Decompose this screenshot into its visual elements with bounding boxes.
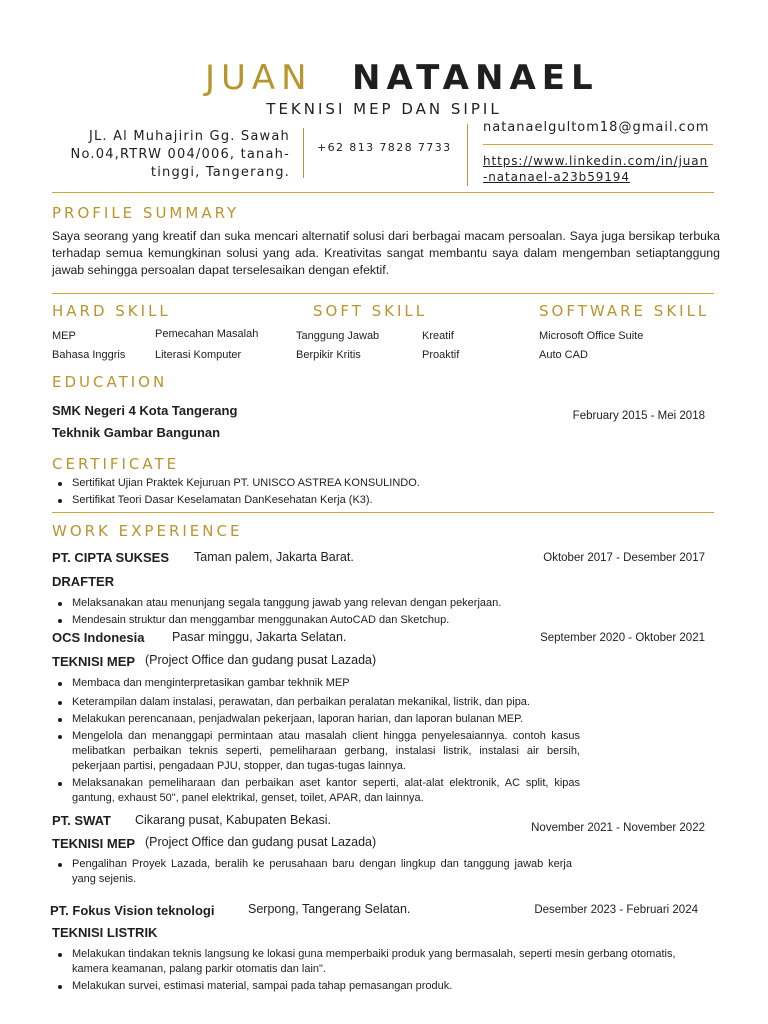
job-duties: [52, 596, 612, 630]
list-item: Membaca dan menginterpretasikan gambar tekhnik MEP: [52, 676, 580, 691]
job-role-note: (Project Office dan gudang pusat Lazada): [145, 653, 377, 667]
last-name: NATANAEL: [352, 58, 599, 98]
job-period: November 2021 - November 2022: [531, 822, 705, 834]
company-name: PT. SWAT: [52, 813, 111, 828]
list-item: Mengelola dan menanggapi permintaan atau masalah client hingga penyelesaiannya. contoh kasus melibatkan perbaikan teknis seperti, pemeliharaan gerbang, instalasi listrik, instalasi air bersih, pekerjaan partisi, pengadaan PJU, stopper, dan tugas-tugas lainnya.: [52, 729, 580, 774]
job-role: DRAFTER: [52, 574, 115, 589]
job-role: TEKNISI MEP: [52, 654, 136, 669]
list-item: Keterampilan dalam instalasi, perawatan, dan perbaikan peralatan mekanikal, listrik, dan pipa.: [52, 695, 580, 710]
profile-summary-text: Saya seorang yang kreatif dan suka mencari alternatif solusi dari berbagai macam persoalan. Saya juga bersikap terbuka terhadap semua kemungkinan solusi yang ada. Kreativitas sangat membantu saya dalam mengemban setiaptanggung jawab sehingga persoalan dapat terselesaikan dengan efektif.: [52, 229, 720, 277]
contact-rule: [483, 144, 713, 145]
skill-item: Auto CAD: [539, 349, 588, 361]
company-location: Cikarang pusat, Kabupaten Bekasi.: [135, 813, 331, 827]
skill-item: Literasi Komputer: [155, 349, 242, 361]
list-item: Sertifikat Ujian Praktek Kejuruan PT. UNISCO ASTREA KONSULINDO.: [52, 476, 572, 491]
linkedin-link[interactable]: https://www.linkedin.com/in/juan-natanael-a23b59194: [483, 154, 709, 184]
certificate-heading: CERTIFICATE: [52, 455, 180, 473]
company-name: OCS Indonesia: [52, 630, 145, 645]
work-experience-heading: WORK EXPERIENCE: [52, 522, 243, 540]
job-duties: [52, 676, 580, 808]
profile-summary-heading: PROFILE SUMMARY: [52, 204, 240, 222]
skill-item: Microsoft Office Suite: [539, 330, 644, 342]
job-role: TEKNISI MEP: [52, 836, 136, 851]
school-name: SMK Negeri 4 Kota Tangerang: [52, 403, 238, 418]
soft-skill-heading: SOFT SKILL: [313, 302, 428, 320]
list-item: Sertifikat Teori Dasar Keselamatan DanKesehatan Kerja (K3).: [52, 493, 572, 508]
certificate-list: [52, 476, 572, 510]
job-period: September 2020 - Oktober 2021: [540, 632, 705, 644]
job-role-note: (Project Office dan gudang pusat Lazada): [145, 835, 377, 849]
job-role: TEKNISI LISTRIK: [52, 925, 158, 940]
phone-number: +62 813 7828 7733: [317, 141, 452, 154]
job-duties: [52, 857, 572, 889]
section-divider: [52, 512, 714, 513]
contact-divider: [467, 124, 468, 186]
list-item: Melakukan survei, estimasi material, sampai pada tahap pemasangan produk.: [52, 979, 692, 994]
job-period: Desember 2023 - Februari 2024: [534, 904, 698, 916]
company-name: PT. Fokus Vision teknologi: [50, 903, 215, 918]
company-location: Pasar minggu, Jakarta Selatan.: [172, 630, 347, 644]
skill-item: Tanggung Jawab: [296, 330, 380, 342]
list-item: Pengalihan Proyek Lazada, beralih ke perusahaan baru dengan lingkup dan tanggung jawab kerja yang sejenis.: [52, 857, 572, 887]
list-item: Melakukan tindakan teknis langsung ke lokasi guna memperbaiki produk yang bermasalah, seperti mesin gerbang otomatis, kamera keamanan, palang parkir otomatis dan lain".: [52, 947, 692, 977]
list-item: Melaksanakan pemeliharaan dan perbaikan aset kantor seperti, alat-alat elektronik, AC split, kipas gantung, exhaust 50", panel elektrikal, genset, toilet, APAR, dan lainnya.: [52, 776, 580, 806]
skill-item: Proaktif: [422, 349, 460, 361]
skill-item: Bahasa Inggris: [52, 349, 126, 361]
contact-divider: [303, 128, 304, 178]
education-period: February 2015 - Mei 2018: [572, 410, 705, 422]
skill-item: Kreatif: [422, 330, 454, 342]
job-period: Oktober 2017 - Desember 2017: [543, 552, 705, 564]
job-title: TEKNISI MEP DAN SIPIL: [266, 100, 502, 118]
education-heading: EDUCATION: [52, 373, 168, 391]
skill-item: Berpikir Kritis: [296, 349, 361, 361]
major-name: Tekhnik Gambar Bangunan: [52, 425, 221, 440]
company-name: PT. CIPTA SUKSES: [52, 550, 170, 565]
section-divider: [52, 293, 714, 294]
first-name: JUAN: [205, 58, 313, 98]
list-item: Mendesain struktur dan menggambar menggunakan AutoCAD dan Sketchup.: [52, 613, 612, 628]
hard-skill-heading: HARD SKILL: [52, 302, 171, 320]
company-location: Serpong, Tangerang Selatan.: [248, 902, 411, 916]
skill-item: MEP: [52, 330, 76, 342]
address: JL. Al Muhajirin Gg. Sawah No.04,RTRW 004/006, tanah-tinggi, Tangerang.: [70, 129, 290, 180]
skill-item: Pemecahan Masalah: [155, 328, 259, 340]
section-divider: [52, 192, 714, 193]
company-location: Taman palem, Jakarta Barat.: [194, 550, 354, 564]
list-item: Melakukan perencanaan, penjadwalan pekerjaan, laporan harian, dan laporan bulanan MEP.: [52, 712, 580, 727]
email[interactable]: natanaelgultom18@gmail.com: [483, 120, 710, 135]
software-skill-heading: SOFTWARE SKILL: [539, 302, 710, 320]
list-item: Melaksanakan atau menunjang segala tanggung jawab yang relevan dengan pekerjaan.: [52, 596, 612, 611]
job-duties: [52, 947, 692, 996]
